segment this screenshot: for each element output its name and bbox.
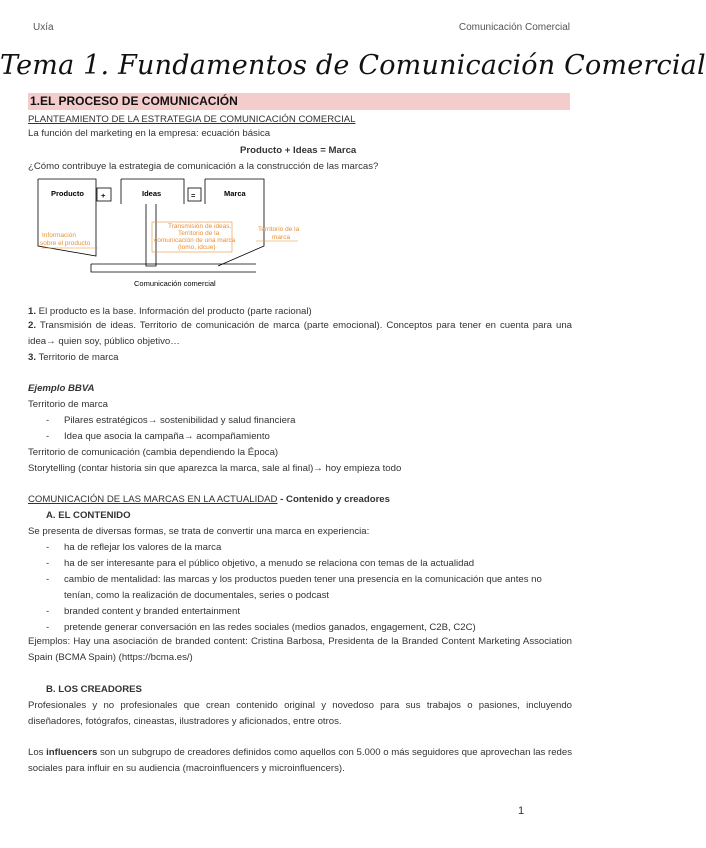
influencers-paragraph — [28, 745, 572, 777]
diagram-producto: Producto — [51, 189, 84, 198]
page-number: 1 — [518, 805, 525, 817]
bullet-dash: - — [46, 415, 50, 426]
content-bullet-4: branded content y branded entertainment — [64, 606, 241, 617]
note-center-4: (lomo, idcue) — [178, 244, 216, 251]
sub-heading-a: A. EL CONTENIDO — [46, 510, 131, 521]
subheading-strategy: PLANTEAMIENTO DE LA ESTRATEGIA DE COMUNICACIÓN COMERCIAL — [28, 114, 356, 125]
bullet-dash: - — [46, 542, 50, 553]
diagram-marca: Marca — [224, 189, 246, 198]
example-bullet-1: Pilares estratégicos→ sostenibilidad y salud financiera — [64, 415, 296, 426]
example-line-2: Territorio de comunicación (cambia dependiendo la Época) — [28, 447, 279, 458]
header-subject: Comunicación Comercial — [458, 22, 570, 33]
diagram-equals: = — [191, 191, 196, 200]
point-1 — [28, 305, 312, 318]
intro-text: La función del marketing en la empresa: ecuación básica — [28, 128, 271, 139]
diagram-bottom-label: Comunicación comercial — [134, 279, 216, 288]
content-bullet-3-cont: tenían, como la realización de documentales, series o podcast — [64, 590, 330, 601]
creators-paragraph: Profesionales y no profesionales que crean contenido original y novedoso para sus trabajos o pasiones, incluyendo diseñadores, fotógrafos, cineastas, ilustradores y aficionados, entre otros. — [28, 700, 572, 727]
example-heading: Ejemplo BBVA — [28, 383, 95, 394]
page-title: Tema 1. Fundamentos de Comunicación Comercial — [0, 50, 706, 81]
header-author: Uxía — [33, 22, 54, 33]
note-center-3: comunicación de una marca — [154, 237, 236, 244]
example-line-1: Territorio de marca — [28, 399, 108, 410]
bullet-dash: - — [46, 574, 50, 585]
point-3-num: 3. — [28, 352, 37, 363]
content-bullet-1: ha de reflejar los valores de la marca — [64, 542, 222, 553]
content-bullet-5: pretende generar conversación en las redes sociales (medios ganados, engagement, C2B, C2C) — [64, 622, 476, 633]
diagram-ideas: Ideas — [142, 189, 162, 198]
note-left-2: sobre el producto — [40, 240, 91, 247]
bullet-dash: - — [46, 606, 50, 617]
note-center-2: Territorio de la — [178, 230, 220, 237]
intro-a: Se presenta de diversas formas, se trata de convertir una marca en experiencia: — [28, 526, 370, 537]
bullet-dash: - — [46, 431, 50, 442]
point-3 — [28, 351, 118, 364]
communication-diagram — [28, 176, 318, 296]
influencers-term: influencers — [46, 747, 98, 758]
note-center-1: Transmisión de ideas. — [168, 223, 232, 230]
note-right-2: marca — [272, 234, 291, 241]
content-bullet-2: ha de ser interesante para el público objetivo, a menudo se relaciona con temas de la actualidad — [64, 558, 475, 569]
section2-heading — [28, 493, 390, 506]
point-2-num: 2. — [28, 320, 37, 331]
sub-heading-b: B. LOS CREADORES — [46, 684, 142, 695]
influencers-prefix: Los — [28, 747, 47, 758]
point-2-text: Transmisión de ideas. Territorio de comunicación de marca (parte emocional). Conceptos para tener en cuenta para una idea→ quien soy, público objetivo… — [28, 320, 572, 347]
note-left-1: Información — [42, 232, 76, 239]
note-right-1: Territorio de la — [258, 226, 300, 233]
equation: Producto + Ideas = Marca — [240, 145, 357, 156]
influencers-rest: son un subgrupo de creadores definidos como aquellos con 5.000 o más seguidores que aprovechan las redes sociales para influir en su audiencia (macroinfluencers y microinfluencers). — [28, 747, 572, 774]
diagram-plus: + — [101, 191, 106, 200]
example-bullet-2: Idea que asocia la campaña→ acompañamiento — [64, 431, 270, 442]
branded-content-example[interactable]: Ejemplos: Hay una asociación de branded content: Cristina Barbosa, Presidenta de la Branded Content Marketing Association Spain (BCMA Spain) (https://bcma.es/) — [28, 636, 572, 663]
section-heading: 1.EL PROCESO DE COMUNICACIÓN — [28, 93, 570, 110]
point-3-text: Territorio de marca — [36, 352, 119, 363]
question-text: ¿Cómo contribuye la estrategia de comunicación a la construcción de las marcas? — [28, 161, 379, 172]
section2-heading-suffix: - Contenido y creadores — [277, 494, 390, 505]
example-line-3: Storytelling (contar historia sin que aparezca la marca, sale al final)→ hoy empieza todo — [28, 463, 402, 474]
point-1-text: El producto es la base. Información del producto (parte racional) — [36, 306, 312, 317]
bullet-dash: - — [46, 622, 50, 633]
bullet-dash: - — [46, 558, 50, 569]
point-2 — [28, 318, 572, 350]
section2-heading-main: COMUNICACIÓN DE LAS MARCAS EN LA ACTUALIDAD — [28, 494, 278, 505]
point-1-num: 1. — [28, 306, 37, 317]
content-bullet-3: cambio de mentalidad: las marcas y los productos pueden tener una presencia en la comunicación que antes no — [64, 574, 542, 585]
